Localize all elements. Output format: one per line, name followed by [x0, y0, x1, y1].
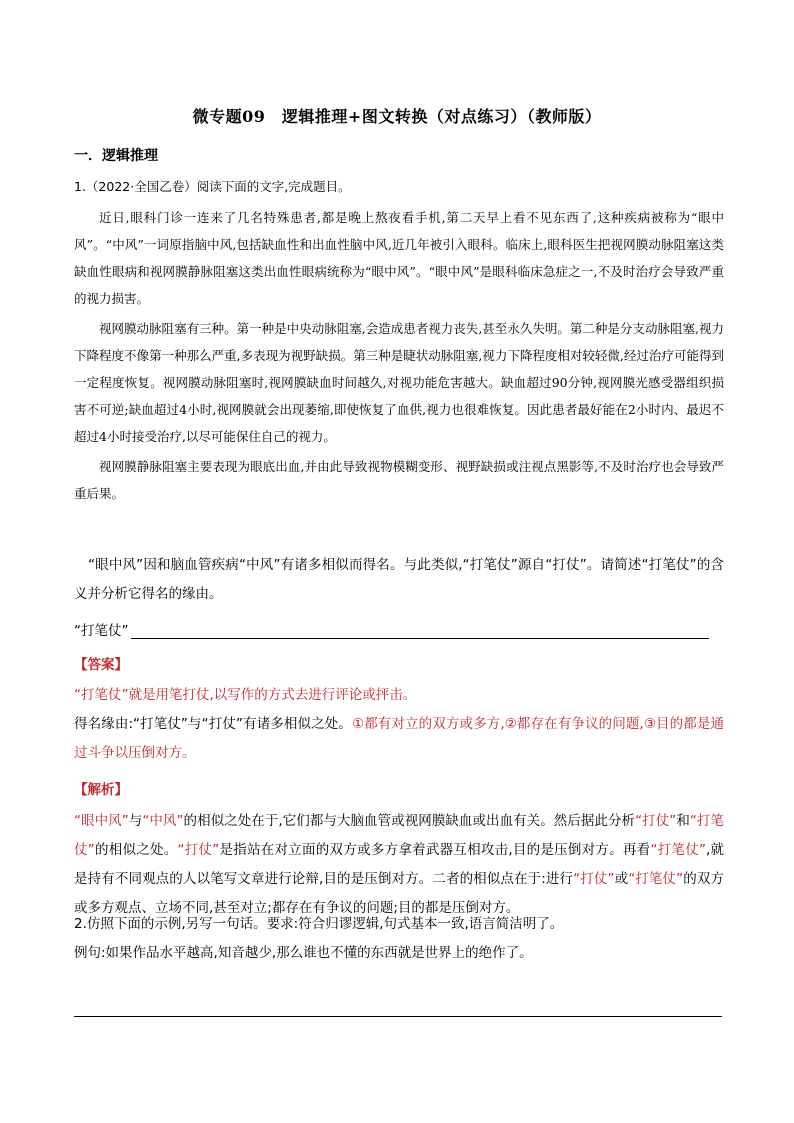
reading-passage: [74, 204, 724, 510]
analysis-label: 【解析】: [74, 782, 128, 798]
analysis-segment: “打笔仗”: [650, 842, 706, 858]
analysis-segment: 或: [614, 871, 629, 887]
passage-paragraph: 视网膜静脉阻塞主要表现为眼底出血,并由此导致视物模糊变形、视野缺损或注视点黑影等,不及时治疗也会导致严重后果。: [74, 459, 724, 501]
question-2: [74, 910, 724, 968]
section-heading: 一．逻辑推理: [74, 148, 158, 164]
answer-label: 【答案】: [74, 657, 128, 673]
analysis-segment: 与: [128, 813, 143, 829]
answer-blank: [74, 619, 722, 639]
blank-label: “打笔仗”: [74, 623, 129, 639]
analysis-segment: “中风”: [142, 813, 184, 829]
analysis-text: [74, 807, 724, 923]
analysis-segment: 和: [676, 813, 690, 829]
answer-reason-intro: 得名缘由:“打笔仗”与“打仗”有诸多相似之处。: [74, 716, 352, 732]
question-1-prompt: [74, 551, 724, 609]
analysis-segment: “打仗”: [573, 871, 615, 887]
answer-block: [74, 681, 724, 768]
question-1-intro: 1.（2022·全国乙卷）阅读下面的文字,完成题目。: [74, 179, 351, 194]
analysis-segment: 的双方或多方观点、立场不同,甚至对立;都存在有争议的问题;目的都是压倒对方。: [74, 871, 724, 916]
question-2-example: 例句:如果作品水平越高,知音越少,那么谁也不懂的东西就是世界上的绝作了。: [74, 945, 533, 961]
analysis-segment: “打笔仗”: [74, 813, 724, 858]
analysis-segment: 是指站在对立面的双方或多方拿着武器互相攻击,目的是压倒对方。再看: [219, 842, 651, 858]
analysis-segment: “打仗”: [177, 842, 220, 858]
analysis-block: [74, 807, 724, 923]
answer-line: “打笔仗”就是用笔打仗,以写作的方式去进行评论或抨击。: [74, 687, 417, 703]
answer-reason: [74, 710, 724, 768]
analysis-segment: “眼中风”: [74, 813, 129, 829]
passage-paragraph: 视网膜动脉阻塞有三种。第一种是中央动脉阻塞,会造成患者视力丧失,甚至永久失明。第二种是分支动脉阻塞,视力下降程度不像第一种那么严重,多表现为视野缺损。第三种是睫状动脉阻塞,视力下降程度相对较轻微,经过治疗可能得到一定程度恢复。视网膜动脉阻塞时,视网膜缺血时间越久,对视功能危害越大。缺血超过90分钟,视网膜光感受器组织损害不可逆;缺血超过4小时,视网膜就会出现萎缩,即使恢复了血供,视力也很难恢复。因此患者最好能在2小时内、最迟不超过4小时接受治疗,以尽可能保住自己的视力。: [74, 321, 724, 444]
question-2-prompt: 2.仿照下面的示例,另写一句话。要求:符合归谬逻辑,句式基本一致,语言简洁明了。: [74, 916, 564, 932]
passage-paragraph: 近日,眼科门诊一连来了几名特殊患者,都是晚上熬夜看手机,第二天早上看不见东西了,这种疾病被称为“眼中风”。“中风”一词原指脑中风,包括缺血性和出血性脑中风,近几年被引入眼科。临床上,眼科医生把视网膜动脉阻塞这类缺血性眼病和视网膜静脉阻塞这类出血性眼病统称为“眼中风”。“眼中风”是眼科临床急症之一,不及时治疗会导致严重的视力损害。: [74, 210, 724, 306]
answer-line: [74, 1016, 722, 1017]
blank-line: [131, 626, 709, 639]
analysis-segment: ,就是持有不同观点的人以笔写文章进行论辩,目的是压倒对方。二者的相似点在于:进行: [74, 842, 724, 887]
analysis-segment: “打笔仗”: [628, 871, 684, 887]
answer-reason-points: ①都有对立的双方或多方,②都存在有争议的问题,③目的都是通过斗争以压倒对方。: [74, 716, 724, 761]
analysis-segment: 的相似之处。: [94, 842, 178, 858]
analysis-segment: “打仗”: [635, 813, 677, 829]
page-title: 微专题09 逻辑推理+图文转换（对点练习）（教师版）: [192, 107, 602, 126]
analysis-segment: 的相似之处在于,它们都与大脑血管或视网膜缺血或出血有关。然后据此分析: [183, 813, 636, 829]
question-text: “眼中风”因和脑血管疾病“中风”有诸多相似而得名。与此类似,“打笔仗”源自“打仗”。请简述“打笔仗”的含义并分析它得名的缘由。: [74, 557, 724, 602]
